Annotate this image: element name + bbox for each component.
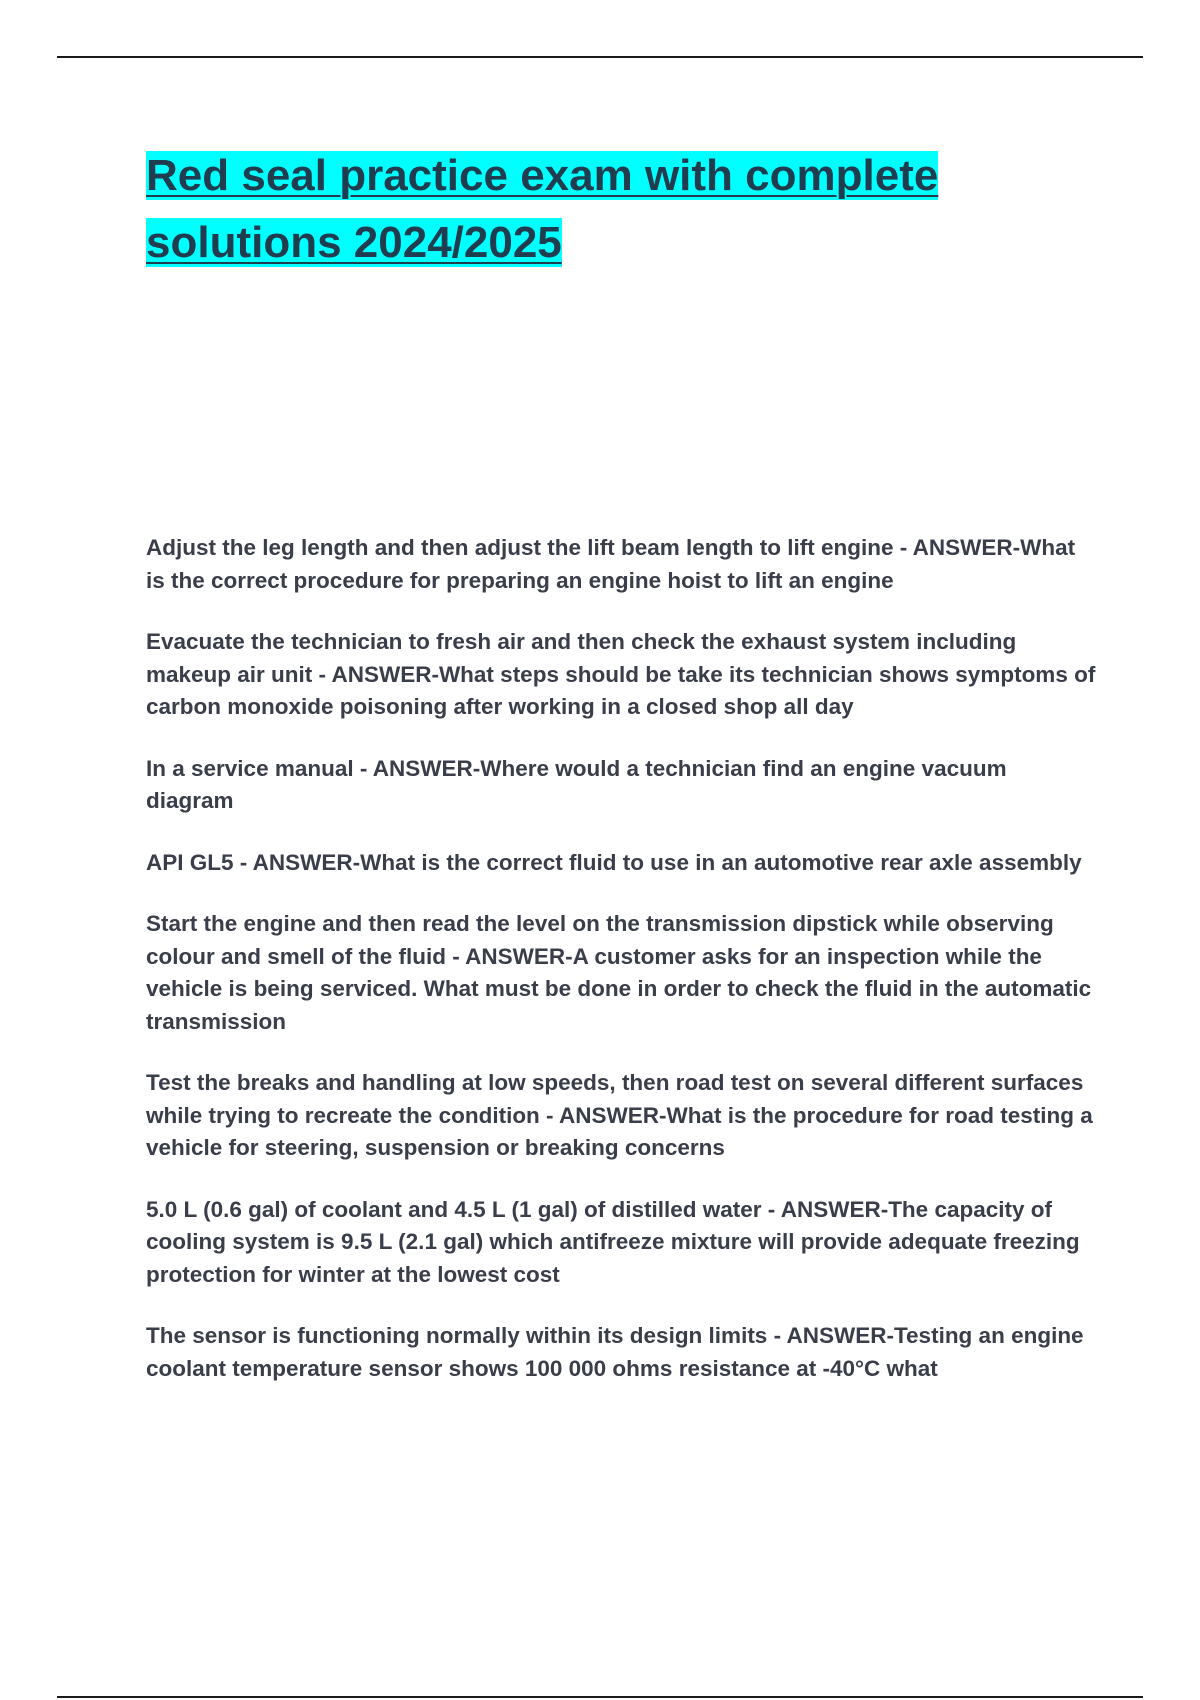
footer-rule — [57, 1696, 1143, 1698]
qa-item: API GL5 - ANSWER-What is the correct fluid to use in an automotive rear axle assembly — [146, 849, 1082, 875]
qa-item: Start the engine and then read the level on the transmission dipstick while observing colour and smell of the fluid - ANSWER-A customer asks for an inspection while the vehicle is being serviced. What must be done in order to check the fluid in the automatic transmission — [146, 911, 1092, 1034]
header-rule — [57, 56, 1143, 58]
title-line-1: Red seal practice exam with complete — [146, 151, 939, 200]
qa-item: Test the breaks and handling at low speeds, then road test on several different surfaces while trying to recreate the condition - ANSWER-What is the procedure for road testing a vehicle for steering, suspension or breaking concerns — [146, 1070, 1093, 1160]
qa-item: Adjust the leg length and then adjust the lift beam length to lift engine - ANSWER-What is the correct procedure for preparing an engine hoist to lift an engine — [146, 535, 1076, 593]
document-title — [146, 142, 1046, 276]
qa-item: Evacuate the technician to fresh air and then check the exhaust system including makeup air unit - ANSWER-What steps should be take its technician shows symptoms of carbon monoxide poisoning after working in a closed shop all day — [146, 629, 1096, 719]
qa-item: In a service manual - ANSWER-Where would a technician find an engine vacuum diagram — [146, 755, 1007, 813]
qa-list — [146, 532, 1096, 1414]
title-line-2: solutions 2024/2025 — [146, 218, 562, 267]
qa-item: The sensor is functioning normally within its design limits - ANSWER-Testing an engine coolant temperature sensor shows 100 000 ohms resistance at -40°C what — [146, 1323, 1084, 1381]
qa-item: 5.0 L (0.6 gal) of coolant and 4.5 L (1 gal) of distilled water - ANSWER-The capacity of cooling system is 9.5 L (2.1 gal) which antifreeze mixture will provide adequate freezing protection for winter at the lowest cost — [146, 1196, 1080, 1287]
